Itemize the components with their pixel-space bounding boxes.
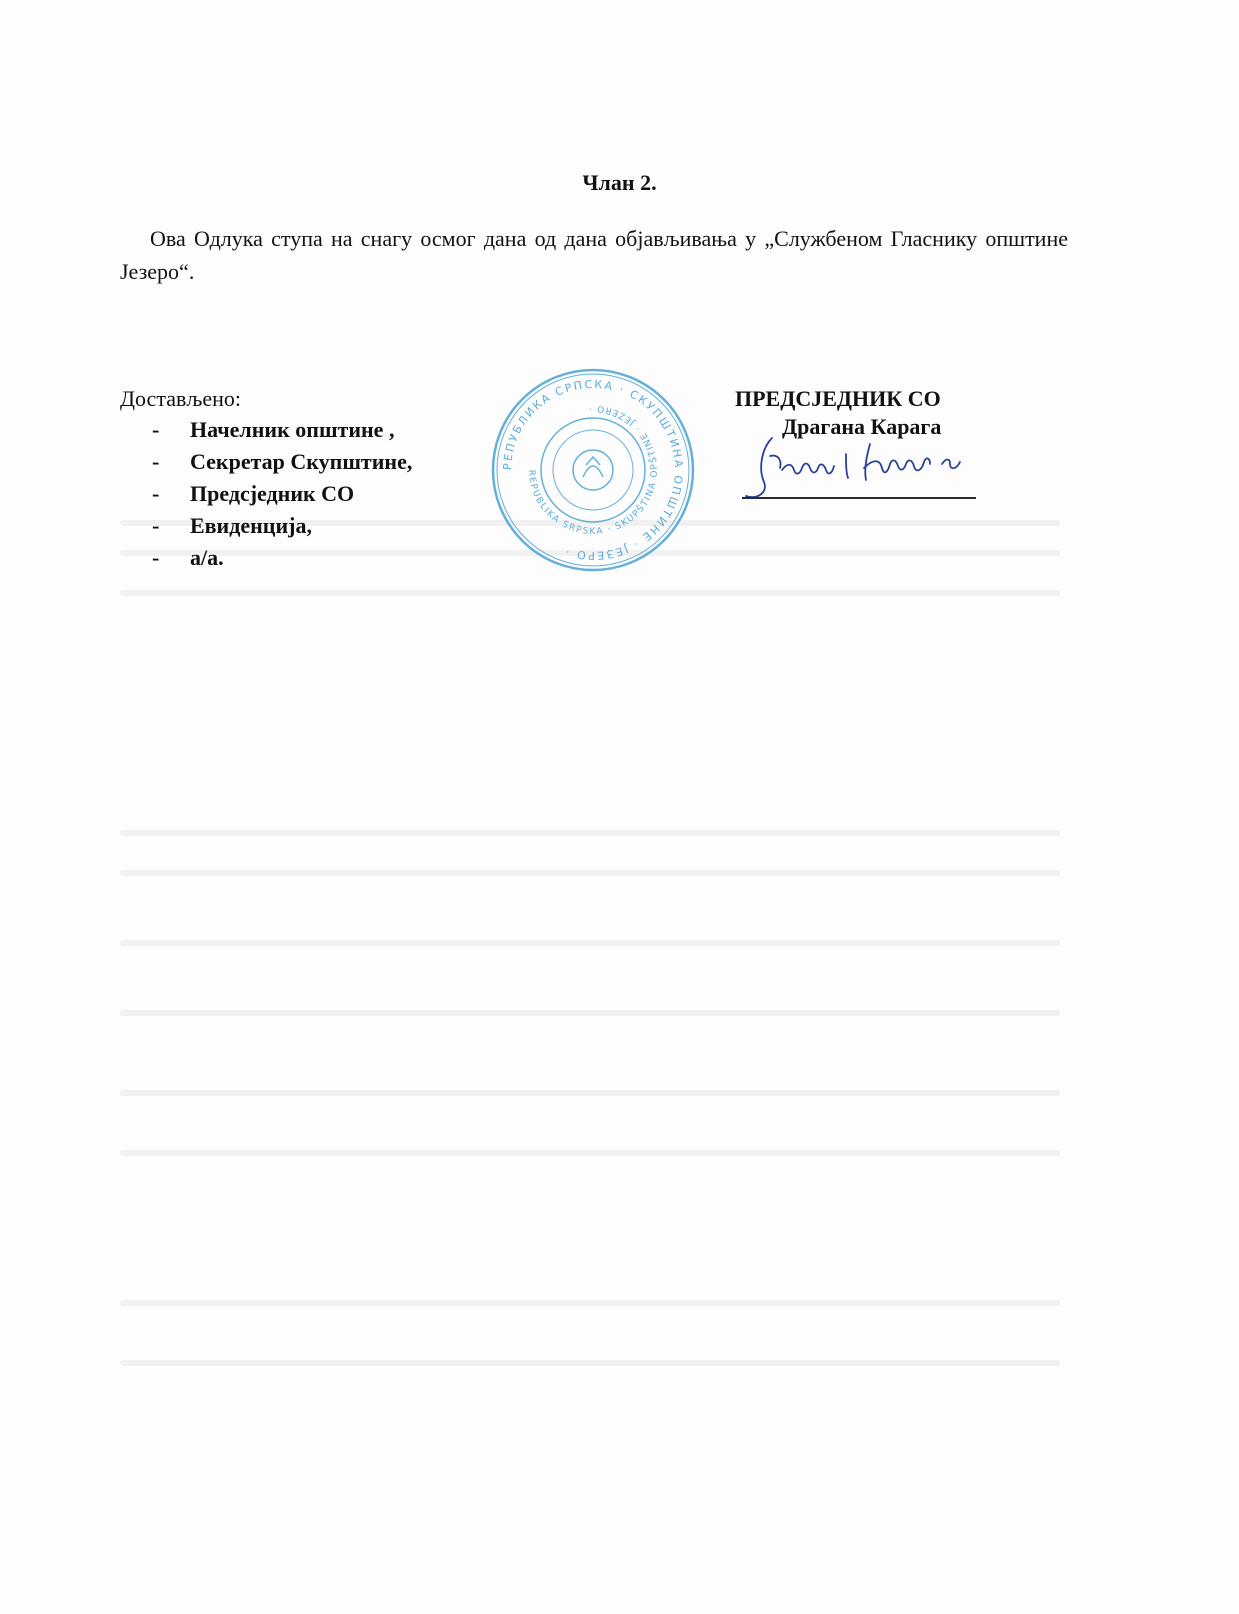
list-item: - Евиденција,	[120, 510, 412, 542]
show-through-line	[120, 940, 1060, 946]
official-seal-icon	[488, 365, 698, 575]
svg-text:REPUBLIKA SRPSKA · SKUPŠTINA O	[526, 403, 660, 537]
list-item: - Предсједник СО	[120, 478, 412, 510]
seal-inner-text: REPUBLIKA SRPSKA · SKUPŠTINA OPŠTINE · JEZERO ·	[525, 402, 661, 538]
signatory-title: ПРЕДСЈЕДНИК СО	[735, 386, 941, 411]
show-through-line	[120, 1090, 1060, 1096]
seal-outer-text: РЕПУБЛИКА СРПСКА · СКУПШТИНА ОПШТИНЕ · ЈЕЗЕРО ·	[500, 377, 686, 563]
list-item-text: а/а.	[190, 545, 224, 570]
list-item: - Секретар Скупштине,	[120, 446, 412, 478]
article-body: Ова Одлука ступа на снагу осмог дана од дана објављивања у „Службеном Гласнику општине Језеро“.	[120, 226, 1068, 284]
show-through-line	[120, 870, 1060, 876]
show-through-line	[120, 830, 1060, 836]
list-item-text: Евиденција,	[190, 513, 312, 538]
show-through-line	[120, 1360, 1060, 1366]
list-item-text: Начелник општине ,	[190, 417, 395, 442]
signature-line	[742, 497, 976, 499]
delivered-list	[120, 414, 412, 574]
list-item: - Начелник општине ,	[120, 414, 412, 446]
show-through-line	[120, 590, 1060, 596]
signatory-name: Драгана Карага	[782, 414, 942, 439]
delivered-label: Достављено:	[120, 386, 241, 411]
show-through-line	[120, 1010, 1060, 1016]
show-through-line	[120, 1150, 1060, 1156]
show-through-line	[120, 1300, 1060, 1306]
list-item-text: Предсједник СО	[190, 481, 355, 506]
list-item: - а/а.	[120, 542, 412, 574]
list-item-text: Секретар Скупштине,	[190, 449, 413, 474]
article-title: Члан 2.	[582, 170, 657, 195]
